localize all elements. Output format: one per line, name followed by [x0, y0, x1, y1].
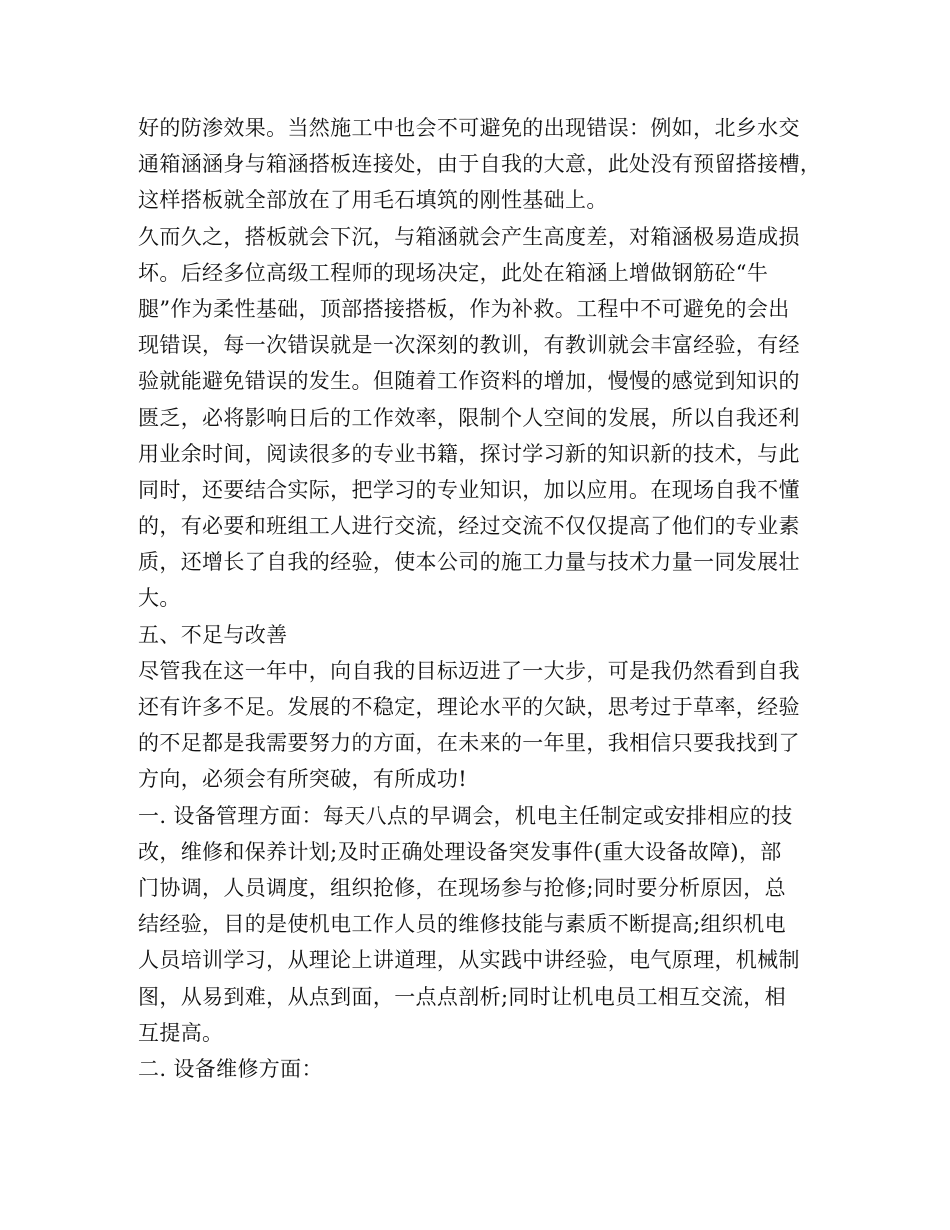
- text-line: 久而久之，搭板就会下沉，与箱涵就会产生高度差，对箱涵极易造成损: [138, 224, 800, 249]
- text-line: 结经验，目的是使机电工作人员的维修技能与素质不断提高;组织机电: [138, 912, 786, 937]
- document-body: [138, 110, 828, 1087]
- text-line: 通箱涵涵身与箱涵搭板连接处，由于自我的大意，此处没有预留搭接槽，: [138, 152, 822, 177]
- text-line: 还有许多不足。发展的不稳定，理论水平的欠缺，思考过于草率，经验: [138, 695, 800, 719]
- text-line: 门协调，人员调度，组织抢修，在现场参与抢修;同时要分析原因，总: [138, 875, 786, 900]
- text-line: 用业余时间，阅读很多的专业书籍，探讨学习新的知识新的技术，与此: [138, 441, 800, 466]
- section-heading: 二. 设备维修方面：: [138, 1056, 323, 1081]
- text-line: 方向，必须会有所突破，有所成功!: [138, 767, 468, 792]
- text-line: 改，维修和保养计划;及时正确处理设备突发事件(重大设备故障)，部: [138, 839, 782, 864]
- text-line: 好的防渗效果。当然施工中也会不可避免的出现错误：例如，北乡水交: [138, 116, 800, 140]
- section-heading: 五、不足与改善: [138, 622, 288, 647]
- text-line: 质，还增长了自我的经验，使本公司的施工力量与技术力量一同发展壮: [138, 550, 800, 575]
- text-line: 的不足都是我需要努力的方面，在未来的一年里，我相信只要我找到了: [138, 731, 800, 756]
- text-line: 尽管我在这一年中，向自我的目标迈进了一大步，可是我仍然看到自我: [138, 658, 800, 683]
- text-line: 一. 设备管理方面：每天八点的早调会，机电主任制定或安排相应的技: [138, 803, 793, 828]
- text-line: 匮乏，必将影响日后的工作效率，限制个人空间的发展，所以自我还利: [138, 405, 800, 430]
- text-line: 现错误，每一次错误就是一次深刻的教训，有教训就会丰富经验，有经: [138, 333, 800, 358]
- text-line: 人员培训学习，从理论上讲道理，从实践中讲经验，电气原理，机械制: [138, 948, 800, 973]
- text-line: 的，有必要和班组工人进行交流，经过交流不仅仅提高了他们的专业素: [138, 514, 800, 539]
- text-line: 这样搭板就全部放在了用毛石填筑的刚性基础上。: [138, 188, 608, 213]
- text-line: 同时，还要结合实际，把学习的专业知识，加以应用。在现场自我不懂: [138, 477, 800, 502]
- text-line: 互提高。: [138, 1020, 224, 1045]
- text-line: 图，从易到难，从点到面，一点点剖析;同时让机电员工相互交流，相: [138, 984, 786, 1009]
- text-line: 坏。后经多位高级工程师的现场决定，此处在箱涵上增做钢筋砼“牛: [138, 260, 769, 285]
- text-line: 验就能避免错误的发生。但随着工作资料的增加，慢慢的感觉到知识的: [138, 369, 800, 394]
- text-line: 大。: [138, 586, 181, 611]
- text-line: 腿”作为柔性基础，顶部搭接搭板，作为补救。工程中不可避免的会出: [138, 296, 790, 321]
